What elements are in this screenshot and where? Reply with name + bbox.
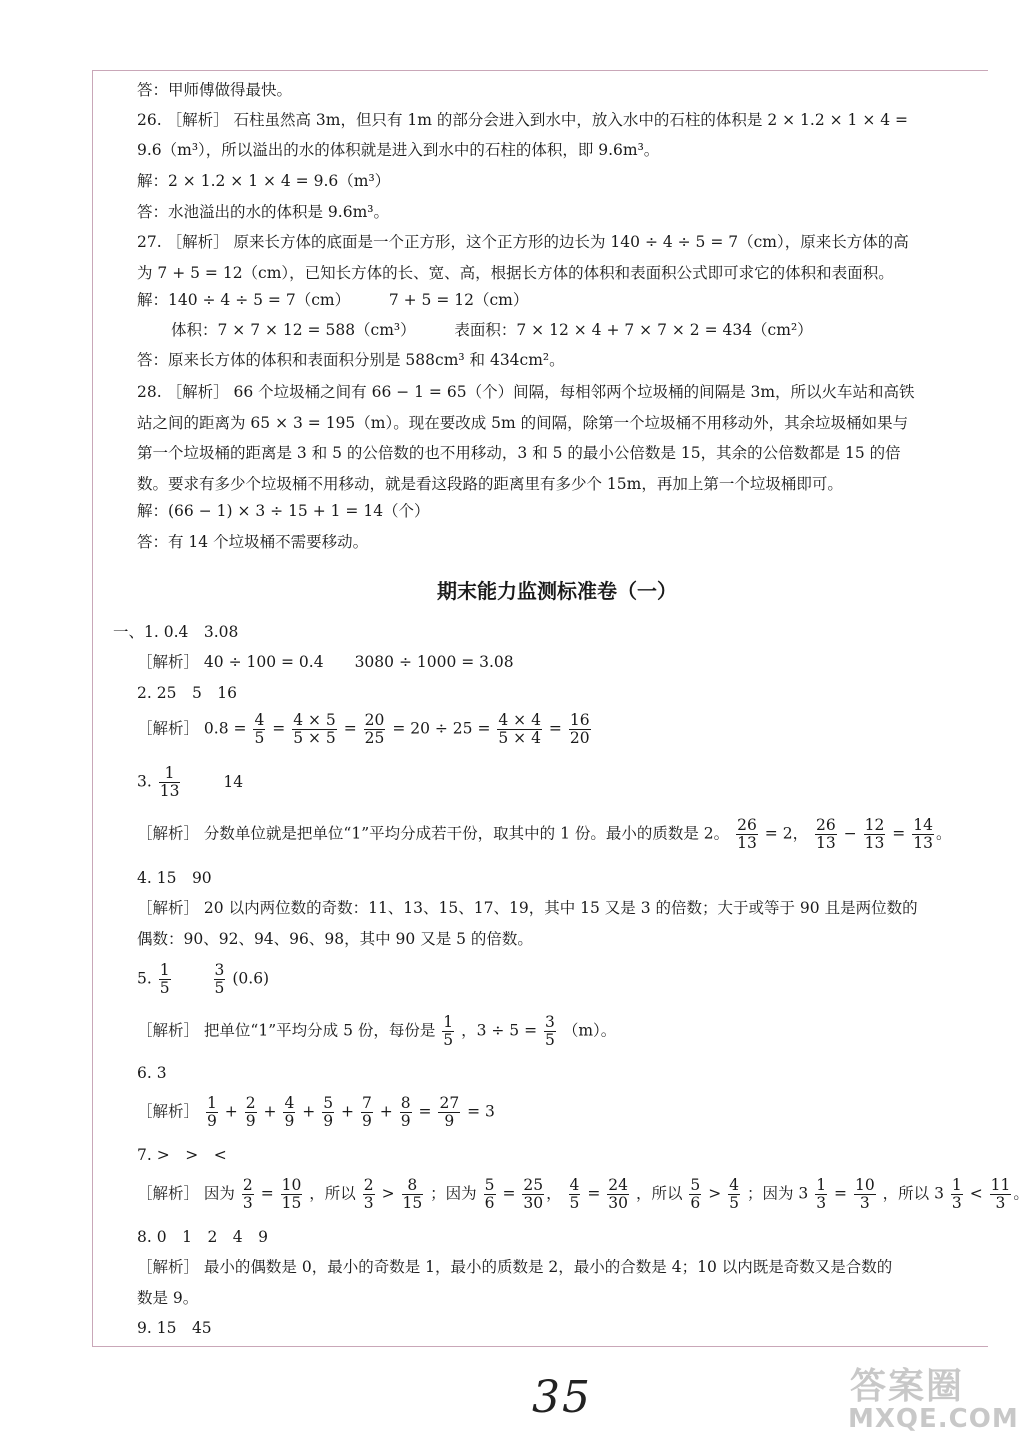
text-span: 3. xyxy=(137,772,152,791)
text-span: = xyxy=(343,719,357,738)
fraction: $\frac{3}{5}$ xyxy=(545,1013,555,1049)
fraction: $\frac{14}{13}$ xyxy=(913,816,933,852)
text-line: 7. > > < xyxy=(137,1146,227,1164)
text-span: ；因为 xyxy=(430,1184,477,1203)
text-line: 8. 0 1 2 4 9 xyxy=(137,1228,269,1246)
text-line: 答：水池溢出的水的体积是 9.6m³。 xyxy=(137,203,389,221)
text-span: 2 xyxy=(782,824,793,843)
text-line: 数。要求有多少个垃圾桶不用移动，就是看这段路的距离里有多少个 15m，再加上第一个垃圾桶即可。 xyxy=(137,475,843,493)
fraction: $\frac{5}{6}$ xyxy=(690,1176,701,1212)
text-line: 9. 15 45 xyxy=(137,1319,212,1337)
text-line: 9.6（m³），所以溢出的水的体积就是进入到水中的石柱的体积，即 9.6m³。 xyxy=(137,141,660,159)
fraction: $\frac{8}{15}$ xyxy=(402,1176,423,1212)
text-span: ，所以 xyxy=(635,1184,683,1203)
text-span: = xyxy=(764,824,778,843)
text-span: = xyxy=(502,1184,516,1203)
fraction: $\frac{20}{25}$ xyxy=(364,711,385,747)
fraction: $\frac{12}{13}$ xyxy=(864,816,885,852)
text-span: 。 xyxy=(1013,1184,1029,1203)
fraction: $\frac{4 \times 4}{5 \times 4}$ xyxy=(498,711,541,747)
fraction: $\frac{5}{6}$ xyxy=(484,1176,495,1212)
fraction: $\frac{26}{13}$ xyxy=(816,816,836,852)
text-line: 26. ［解析］ 石柱虽然高 3m，但只有 1m 的部分会进入到水中，放入水中的石柱的体积是 2 × 1.2 × 1 × 4 = xyxy=(137,111,909,129)
text-line: 第一个垃圾桶的距离是 3 和 5 的公倍数的也不用移动，3 和 5 的最小公倍数是 15，其余的公倍数都是 15 的倍 xyxy=(137,444,901,462)
text-span: + xyxy=(341,1102,355,1121)
fraction: $\frac{1}{9}$ xyxy=(206,1094,217,1130)
text-span: 。 xyxy=(935,824,952,843)
fraction: $\frac{7}{9}$ xyxy=(361,1094,372,1130)
text-span: = xyxy=(260,1184,274,1203)
text-span: < xyxy=(969,1184,983,1203)
text-line: 答：有 14 个垃圾桶不需要移动。 xyxy=(137,533,369,551)
text-span: ［解析］ 0.8 = xyxy=(137,719,247,738)
text-line: ［解析］ 最小的偶数是 0，最小的奇数是 1，最小的质数是 2，最小的合数是 4；10 以内既是奇数又是合数的 xyxy=(137,1258,893,1276)
fraction: $\frac{3}{5}$ xyxy=(214,961,225,997)
math-line: 5. $\frac{1}{5}$ $\frac{3}{5}$ (0.6) xyxy=(137,961,270,997)
text-line: 站之间的距离为 65 × 3 = 195（m）。现在要改成 5m 的间隔，除第一个垃圾桶不用移动外，其余垃圾桶如果与 xyxy=(137,414,909,432)
text-line: 解：2 × 1.2 × 1 × 4 = 9.6（m³） xyxy=(137,172,391,190)
text-line: ［解析］ 40 ÷ 100 = 0.4 3080 ÷ 1000 = 3.08 xyxy=(137,653,514,671)
fraction: $\frac{1}{3}$ xyxy=(951,1176,962,1212)
text-span: + xyxy=(379,1102,393,1121)
fraction: $\frac{11}{3}$ xyxy=(990,1176,1011,1212)
fraction: $\frac{4 \times 5}{5 \times 5}$ xyxy=(293,711,336,747)
text-line: 4. 15 90 xyxy=(137,869,212,887)
text-span: ［解析］ 分数单位就是把单位“1”平均分成若干份，取其中的 1 份。最小的质数是 2。 xyxy=(137,824,730,843)
text-span: ［解析］ 因为 xyxy=(137,1184,235,1203)
fraction: $\frac{4}{5}$ xyxy=(254,711,265,747)
text-line: 答：甲师傅做得最快。 xyxy=(137,81,293,99)
text-line: 解：(66 − 1) × 3 ÷ 15 + 1 = 14（个） xyxy=(137,502,430,520)
text-line: 2. 25 5 16 xyxy=(137,684,238,702)
text-span: = xyxy=(272,719,286,738)
text-span: = xyxy=(548,719,562,738)
text-line: ［解析］ 20 以内两位数的奇数：11、13、15、17、19，其中 15 又是 3 的倍数；大于或等于 90 且是两位数的 xyxy=(137,899,918,917)
math-line xyxy=(137,1095,495,1130)
text-span: = xyxy=(418,1102,432,1121)
fraction: $\frac{1}{5}$ xyxy=(159,961,170,997)
page-number: 35 xyxy=(532,1372,592,1423)
fraction: $\frac{4}{5}$ xyxy=(729,1176,740,1212)
math-line xyxy=(137,765,243,800)
fraction: $\frac{16}{20}$ xyxy=(569,711,590,747)
fraction: $\frac{1}{5}$ xyxy=(443,1013,454,1049)
math-line: ［解析］ 分数单位就是把单位“1”平均分成若干份，取其中的 1 份。最小的质数是 2。 $\frac{26}{13}$ = 2， $\frac{26}{13}$ − $\frac{12}{13}$ = $\frac{14}{13}$ 。 xyxy=(137,816,952,852)
fraction: $\frac{1}{3}$ xyxy=(816,1176,827,1212)
text-line: 答：原来长方体的体积和表面积分别是 588cm³ 和 434cm²。 xyxy=(137,351,565,369)
fraction: $\frac{25}{30}$ xyxy=(523,1176,544,1212)
fraction: $\frac{8}{9}$ xyxy=(400,1094,411,1130)
fraction: $\frac{10}{15}$ xyxy=(281,1176,302,1212)
math-line xyxy=(137,1014,616,1049)
fraction: $\frac{2}{3}$ xyxy=(242,1176,253,1212)
text-span: (0.6) xyxy=(232,969,270,988)
text-span: 14 xyxy=(223,772,244,791)
text-span: ［解析］ 把单位“1”平均分成 5 份，每份是 xyxy=(137,1021,436,1040)
fraction: $\frac{24}{30}$ xyxy=(608,1176,629,1212)
text-line: 为 7 + 5 = 12（cm），已知长方体的长、宽、高，根据长方体的体积和表面积公式即可求它的体积和表面积。 xyxy=(137,264,894,282)
text-span: > xyxy=(381,1184,395,1203)
text-span: ，所以 3 xyxy=(882,1184,944,1203)
fraction: $\frac{2}{9}$ xyxy=(245,1094,256,1130)
text-line: 27. ［解析］ 原来长方体的底面是一个正方形，这个正方形的边长为 140 ÷ 4 ÷ 5 = 7（cm），原来长方体的高 xyxy=(137,233,909,251)
text-span: − xyxy=(843,824,857,843)
text-span: = 3 xyxy=(467,1102,495,1121)
fraction: $\frac{5}{9}$ xyxy=(323,1094,334,1130)
text-span: ；因为 3 xyxy=(746,1184,809,1203)
text-line: 28. ［解析］ 66 个垃圾桶之间有 66 − 1 = 65（个）间隔，每相邻两个垃圾桶的间隔是 3m，所以火车站和高铁 xyxy=(137,383,915,401)
text-span: + xyxy=(263,1102,277,1121)
text-line: 数是 9。 xyxy=(137,1289,199,1307)
text-span: = 20 ÷ 25 = xyxy=(392,719,491,738)
watermark-logo: 答案圈 xyxy=(850,1366,965,1407)
text-line: 偶数：90、92、94、96、98，其中 90 又是 5 的倍数。 xyxy=(137,930,533,948)
text-span: ，3 ÷ 5 = xyxy=(461,1021,538,1040)
text-line: 6. 3 xyxy=(137,1064,167,1082)
fraction: $\frac{4}{5}$ xyxy=(569,1176,580,1212)
math-line xyxy=(137,712,593,747)
text-span: ，所以 xyxy=(309,1184,356,1203)
text-span: ［解析］ xyxy=(137,1102,200,1121)
text-line: 体积：7 × 7 × 12 = 588（cm³） 表面积：7 × 12 × 4 + 7 × 7 × 2 = 434（cm²） xyxy=(171,321,813,339)
fraction: $\frac{26}{13}$ xyxy=(737,816,757,852)
text-span: = xyxy=(892,824,906,843)
text-span: = xyxy=(834,1184,848,1203)
text-line: 解：140 ÷ 4 ÷ 5 = 7（cm） 7 + 5 = 12（cm） xyxy=(137,291,529,309)
watermark-url: MXQE.COM xyxy=(848,1404,1019,1434)
fraction: $\frac{27}{9}$ xyxy=(439,1094,460,1130)
fraction: $\frac{1}{13}$ xyxy=(159,764,180,800)
fraction: $\frac{2}{3}$ xyxy=(363,1176,374,1212)
text-span: + xyxy=(302,1102,316,1121)
fraction: $\frac{4}{9}$ xyxy=(284,1094,295,1130)
text-span: + xyxy=(224,1102,238,1121)
fraction: $\frac{10}{3}$ xyxy=(854,1176,875,1212)
section-title: 期末能力监测标准卷（一） xyxy=(437,579,677,603)
text-line: 一、1. 0.4 3.08 xyxy=(113,623,239,641)
text-span: （m）。 xyxy=(562,1021,617,1040)
text-span: > xyxy=(708,1184,722,1203)
math-line: ［解析］ 因为 $\frac{2}{3}$ = $\frac{10}{15}$ ，所以 $\frac{2}{3}$ > $\frac{8}{15}$ ；因为 $\frac{5}{6}$ = $\frac{25}{30}$ ， $\frac{4}{5}$ = $\frac{24}{30}$ ，所以 $\frac{5}{6}$ > $\frac{4}{5}$ ；因为 3 $\frac{1}{3}$ = $\frac{10}{3}$ ，所以 3 $\frac{1}{3}$ < $\frac{11}{3}$ 。 xyxy=(137,1176,1029,1212)
text-span: = xyxy=(587,1184,601,1203)
